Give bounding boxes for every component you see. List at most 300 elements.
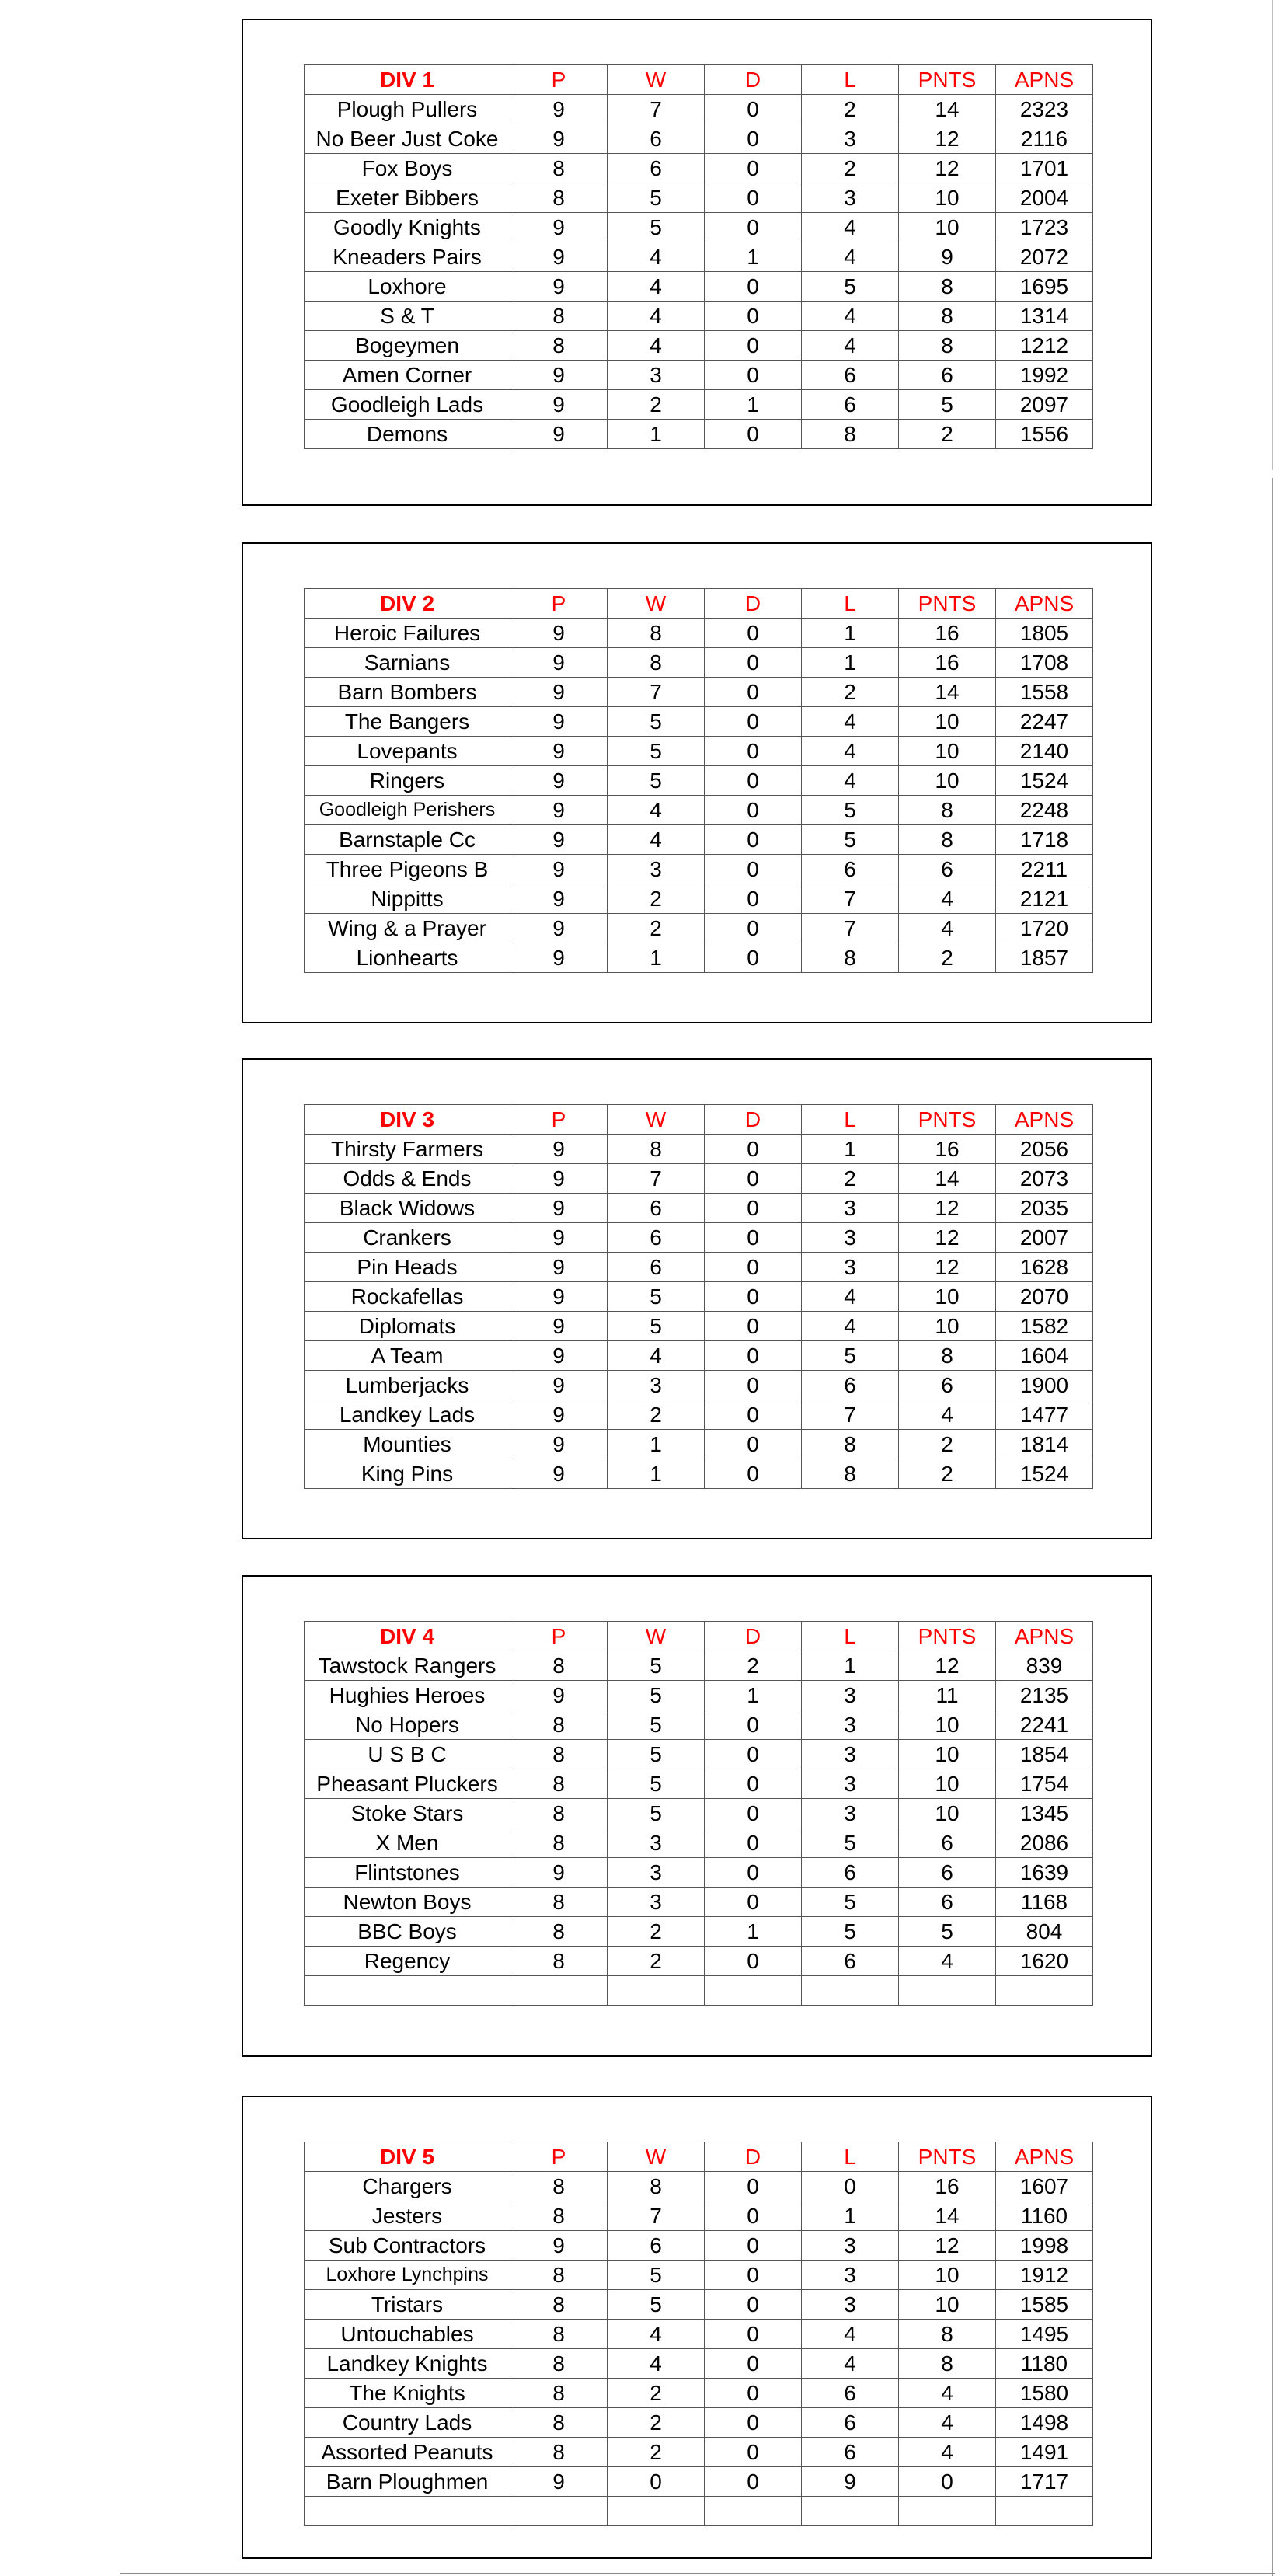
table-row xyxy=(305,2201,1093,2231)
stat-cell-apns: 1491 xyxy=(996,2438,1093,2467)
team-name-cell: Pin Heads xyxy=(305,1253,510,1282)
stat-cell-apns: 1717 xyxy=(996,2467,1093,2497)
stat-cell-p: 9 xyxy=(510,1400,608,1430)
team-name-cell: Crankers xyxy=(305,1223,510,1253)
table-row xyxy=(305,2261,1093,2290)
table-row xyxy=(305,1371,1093,1400)
stat-cell-w xyxy=(608,1976,705,2006)
team-name-cell: Odds & Ends xyxy=(305,1164,510,1194)
stat-cell-l: 1 xyxy=(802,619,899,648)
stat-cell-pnts: 8 xyxy=(899,302,996,331)
stat-cell-w: 2 xyxy=(608,1400,705,1430)
stat-cell-l: 6 xyxy=(802,2408,899,2438)
stat-cell-p: 8 xyxy=(510,2379,608,2408)
stat-cell-pnts: 12 xyxy=(899,1194,996,1223)
table-header-row xyxy=(305,1105,1093,1135)
stat-cell-apns: 1556 xyxy=(996,420,1093,449)
table-row xyxy=(305,943,1093,973)
stat-cell-l: 2 xyxy=(802,678,899,707)
stat-cell-apns: 1900 xyxy=(996,1371,1093,1400)
team-name-cell: Tawstock Rangers xyxy=(305,1651,510,1681)
column-header-pnts: PNTS xyxy=(899,1622,996,1651)
stat-cell-apns: 2241 xyxy=(996,1710,1093,1740)
team-name-cell: Plough Pullers xyxy=(305,95,510,124)
stat-cell-l: 6 xyxy=(802,1371,899,1400)
team-name-cell: Ringers xyxy=(305,766,510,796)
stat-cell-apns: 2247 xyxy=(996,707,1093,737)
stat-cell-pnts: 0 xyxy=(899,2467,996,2497)
stat-cell-w: 5 xyxy=(608,707,705,737)
stat-cell-apns: 1580 xyxy=(996,2379,1093,2408)
column-header-w: W xyxy=(608,1622,705,1651)
stat-cell-w: 6 xyxy=(608,1253,705,1282)
stat-cell-d: 2 xyxy=(705,1651,802,1681)
table-row xyxy=(305,678,1093,707)
stat-cell-w: 5 xyxy=(608,1312,705,1341)
stat-cell-d: 1 xyxy=(705,1917,802,1947)
stat-cell-apns: 1477 xyxy=(996,1400,1093,1430)
stat-cell-w: 2 xyxy=(608,1917,705,1947)
column-header-pnts: PNTS xyxy=(899,589,996,619)
stat-cell-p: 9 xyxy=(510,1341,608,1371)
stat-cell-w: 6 xyxy=(608,1223,705,1253)
table-row xyxy=(305,1947,1093,1976)
stat-cell-pnts: 12 xyxy=(899,2231,996,2261)
stat-cell-pnts: 6 xyxy=(899,361,996,390)
column-header-d: D xyxy=(705,1622,802,1651)
team-name-cell: Tristars xyxy=(305,2290,510,2320)
stat-cell-l: 5 xyxy=(802,272,899,302)
stat-cell-pnts: 10 xyxy=(899,1769,996,1799)
stat-cell-l: 3 xyxy=(802,1799,899,1828)
stat-cell-p: 8 xyxy=(510,2172,608,2201)
table-row xyxy=(305,420,1093,449)
team-name-cell: Mounties xyxy=(305,1430,510,1459)
stat-cell-d: 0 xyxy=(705,825,802,855)
stat-cell-pnts: 4 xyxy=(899,1947,996,1976)
stat-cell-apns: 1720 xyxy=(996,914,1093,943)
stat-cell-apns: 1701 xyxy=(996,154,1093,183)
stat-cell-d: 0 xyxy=(705,124,802,154)
column-header-d: D xyxy=(705,65,802,95)
stat-cell-l: 5 xyxy=(802,1917,899,1947)
stat-cell-w: 1 xyxy=(608,420,705,449)
stat-cell-p: 8 xyxy=(510,302,608,331)
stat-cell-pnts: 4 xyxy=(899,884,996,914)
table-header-row xyxy=(305,589,1093,619)
column-header-l: L xyxy=(802,1105,899,1135)
stat-cell-p: 9 xyxy=(510,1194,608,1223)
stat-cell-p: 8 xyxy=(510,1740,608,1769)
team-name-cell: Hughies Heroes xyxy=(305,1681,510,1710)
column-header-apns: APNS xyxy=(996,1622,1093,1651)
team-name-cell: Loxhore xyxy=(305,272,510,302)
stat-cell-w: 6 xyxy=(608,124,705,154)
stat-cell-apns: 1628 xyxy=(996,1253,1093,1282)
stat-cell-w: 3 xyxy=(608,361,705,390)
stat-cell-d: 0 xyxy=(705,1341,802,1371)
stat-cell-pnts: 4 xyxy=(899,2379,996,2408)
stat-cell-w: 5 xyxy=(608,183,705,213)
table-row xyxy=(305,2408,1093,2438)
stat-cell-pnts: 14 xyxy=(899,2201,996,2231)
table-row xyxy=(305,1312,1093,1341)
stat-cell-w: 7 xyxy=(608,678,705,707)
column-header-l: L xyxy=(802,2142,899,2172)
team-name-cell: Sub Contractors xyxy=(305,2231,510,2261)
column-header-apns: APNS xyxy=(996,589,1093,619)
stat-cell-apns: 2248 xyxy=(996,796,1093,825)
stat-cell-apns: 2116 xyxy=(996,124,1093,154)
stat-cell-d: 0 xyxy=(705,1828,802,1858)
stat-cell-l: 5 xyxy=(802,1888,899,1917)
column-header-w: W xyxy=(608,589,705,619)
stat-cell-d: 0 xyxy=(705,2261,802,2290)
table-row xyxy=(305,737,1093,766)
stat-cell-pnts: 16 xyxy=(899,2172,996,2201)
column-header-p: P xyxy=(510,1622,608,1651)
team-name-cell: Three Pigeons B xyxy=(305,855,510,884)
stat-cell-w: 5 xyxy=(608,213,705,242)
stat-cell-w: 5 xyxy=(608,1710,705,1740)
stat-cell-apns: 1607 xyxy=(996,2172,1093,2201)
table-row xyxy=(305,1828,1093,1858)
stat-cell-apns: 804 xyxy=(996,1917,1093,1947)
stat-cell-d: 1 xyxy=(705,242,802,272)
stat-cell-apns: 1718 xyxy=(996,825,1093,855)
column-header-l: L xyxy=(802,1622,899,1651)
stat-cell-pnts: 16 xyxy=(899,619,996,648)
stat-cell-apns: 1345 xyxy=(996,1799,1093,1828)
table-row xyxy=(305,1253,1093,1282)
stat-cell-d: 0 xyxy=(705,1253,802,1282)
team-name-cell xyxy=(305,2497,510,2526)
stat-cell-p: 9 xyxy=(510,855,608,884)
stat-cell-l: 7 xyxy=(802,1400,899,1430)
stat-cell-w: 4 xyxy=(608,796,705,825)
team-name-cell: Landkey Knights xyxy=(305,2349,510,2379)
stat-cell-l: 4 xyxy=(802,737,899,766)
stat-cell-d: 0 xyxy=(705,737,802,766)
stat-cell-pnts: 10 xyxy=(899,1282,996,1312)
table-row xyxy=(305,766,1093,796)
stat-cell-p: 9 xyxy=(510,213,608,242)
stat-cell-apns: 1180 xyxy=(996,2349,1093,2379)
stat-cell-pnts: 16 xyxy=(899,648,996,678)
stat-cell-d: 0 xyxy=(705,302,802,331)
stat-cell-apns: 1857 xyxy=(996,943,1093,973)
team-name-cell: Black Widows xyxy=(305,1194,510,1223)
stat-cell-d: 0 xyxy=(705,361,802,390)
stat-cell-apns: 2007 xyxy=(996,1223,1093,1253)
stat-cell-l: 8 xyxy=(802,420,899,449)
stat-cell-p: 9 xyxy=(510,766,608,796)
stat-cell-pnts: 10 xyxy=(899,737,996,766)
stat-cell-w: 5 xyxy=(608,1799,705,1828)
stat-cell-w xyxy=(608,2497,705,2526)
stat-cell-pnts: 8 xyxy=(899,272,996,302)
table-row xyxy=(305,242,1093,272)
stat-cell-p: 9 xyxy=(510,1371,608,1400)
stat-cell-l: 2 xyxy=(802,154,899,183)
stat-cell-p: 8 xyxy=(510,1651,608,1681)
stat-cell-d: 0 xyxy=(705,1223,802,1253)
team-name-cell: A Team xyxy=(305,1341,510,1371)
stat-cell-l: 4 xyxy=(802,707,899,737)
stat-cell-w: 7 xyxy=(608,2201,705,2231)
stat-cell-p: 9 xyxy=(510,272,608,302)
stat-cell-l: 3 xyxy=(802,1710,899,1740)
stat-cell-apns: 2004 xyxy=(996,183,1093,213)
stat-cell-pnts: 10 xyxy=(899,1312,996,1341)
table-row xyxy=(305,855,1093,884)
table-row xyxy=(305,2231,1093,2261)
team-name-cell: Loxhore Lynchpins xyxy=(305,2261,510,2290)
league-table xyxy=(304,588,1093,973)
stat-cell-w: 3 xyxy=(608,1888,705,1917)
stat-cell-l: 4 xyxy=(802,302,899,331)
team-name-cell: Wing & a Prayer xyxy=(305,914,510,943)
stat-cell-l xyxy=(802,1976,899,2006)
table-row xyxy=(305,1164,1093,1194)
column-header-d: D xyxy=(705,1105,802,1135)
stat-cell-p: 9 xyxy=(510,707,608,737)
stat-cell-pnts: 6 xyxy=(899,1371,996,1400)
stat-cell-apns: 1998 xyxy=(996,2231,1093,2261)
stat-cell-p: 8 xyxy=(510,1710,608,1740)
stat-cell-l: 5 xyxy=(802,1828,899,1858)
league-table xyxy=(304,2142,1093,2526)
stat-cell-apns: 1168 xyxy=(996,1888,1093,1917)
stat-cell-w: 7 xyxy=(608,95,705,124)
stat-cell-w: 4 xyxy=(608,1341,705,1371)
stat-cell-p: 8 xyxy=(510,2438,608,2467)
stat-cell-p: 9 xyxy=(510,737,608,766)
stat-cell-w: 3 xyxy=(608,1858,705,1888)
column-header-w: W xyxy=(608,2142,705,2172)
stat-cell-w: 2 xyxy=(608,884,705,914)
stat-cell-apns: 1723 xyxy=(996,213,1093,242)
stat-cell-d: 0 xyxy=(705,1858,802,1888)
team-name-cell: Assorted Peanuts xyxy=(305,2438,510,2467)
stat-cell-w: 6 xyxy=(608,2231,705,2261)
stat-cell-p: 9 xyxy=(510,1312,608,1341)
table-row xyxy=(305,2172,1093,2201)
page-edge-right-lower xyxy=(1272,478,1273,2576)
stat-cell-w: 5 xyxy=(608,1651,705,1681)
stat-cell-w: 2 xyxy=(608,1947,705,1976)
table-row xyxy=(305,1888,1093,1917)
stat-cell-w: 4 xyxy=(608,2320,705,2349)
stat-cell-apns: 1495 xyxy=(996,2320,1093,2349)
stat-cell-w: 0 xyxy=(608,2467,705,2497)
stat-cell-pnts: 6 xyxy=(899,855,996,884)
stat-cell-l: 4 xyxy=(802,1312,899,1341)
table-row xyxy=(305,331,1093,361)
stat-cell-l: 4 xyxy=(802,331,899,361)
table-row xyxy=(305,648,1093,678)
stat-cell-apns: 2097 xyxy=(996,390,1093,420)
team-name-cell: S & T xyxy=(305,302,510,331)
stat-cell-l: 5 xyxy=(802,796,899,825)
stat-cell-d: 0 xyxy=(705,420,802,449)
stat-cell-d: 0 xyxy=(705,619,802,648)
table-row xyxy=(305,1681,1093,1710)
stat-cell-pnts xyxy=(899,2497,996,2526)
stat-cell-d: 0 xyxy=(705,1282,802,1312)
table-row xyxy=(305,1282,1093,1312)
stat-cell-l: 6 xyxy=(802,2379,899,2408)
league-table xyxy=(304,64,1093,449)
stat-cell-d: 0 xyxy=(705,914,802,943)
stat-cell-apns: 1498 xyxy=(996,2408,1093,2438)
stat-cell-l: 5 xyxy=(802,825,899,855)
stat-cell-pnts: 8 xyxy=(899,331,996,361)
stat-cell-w: 1 xyxy=(608,1459,705,1489)
stat-cell-d: 0 xyxy=(705,1135,802,1164)
league-table xyxy=(304,1621,1093,2006)
stat-cell-apns: 2073 xyxy=(996,1164,1093,1194)
team-name-cell: Goodly Knights xyxy=(305,213,510,242)
stat-cell-pnts: 16 xyxy=(899,1135,996,1164)
team-name-cell: Amen Corner xyxy=(305,361,510,390)
stat-cell-apns: 1620 xyxy=(996,1947,1093,1976)
table-row xyxy=(305,2379,1093,2408)
stat-cell-d: 0 xyxy=(705,1740,802,1769)
stat-cell-w: 6 xyxy=(608,154,705,183)
team-name-cell: Rockafellas xyxy=(305,1282,510,1312)
stat-cell-w: 4 xyxy=(608,302,705,331)
stat-cell-p: 9 xyxy=(510,242,608,272)
stat-cell-pnts: 8 xyxy=(899,2320,996,2349)
stat-cell-d: 0 xyxy=(705,2438,802,2467)
team-name-cell: X Men xyxy=(305,1828,510,1858)
stat-cell-d: 1 xyxy=(705,390,802,420)
stat-cell-l: 4 xyxy=(802,2349,899,2379)
stat-cell-p: 8 xyxy=(510,2201,608,2231)
stat-cell-d xyxy=(705,2497,802,2526)
stat-cell-apns: 1582 xyxy=(996,1312,1093,1341)
stat-cell-apns: 839 xyxy=(996,1651,1093,1681)
stat-cell-l xyxy=(802,2497,899,2526)
division-panel-2 xyxy=(242,542,1152,1023)
table-row xyxy=(305,1740,1093,1769)
stat-cell-p: 9 xyxy=(510,1135,608,1164)
stat-cell-l: 6 xyxy=(802,1858,899,1888)
stat-cell-pnts: 12 xyxy=(899,1223,996,1253)
column-header-w: W xyxy=(608,1105,705,1135)
table-row xyxy=(305,213,1093,242)
stat-cell-pnts: 2 xyxy=(899,1430,996,1459)
stat-cell-p: 9 xyxy=(510,619,608,648)
stat-cell-l: 3 xyxy=(802,1194,899,1223)
team-name-cell: No Hopers xyxy=(305,1710,510,1740)
stat-cell-w: 3 xyxy=(608,855,705,884)
stat-cell-d: 0 xyxy=(705,766,802,796)
stat-cell-w: 5 xyxy=(608,2261,705,2290)
stat-cell-w: 3 xyxy=(608,1371,705,1400)
stat-cell-p: 9 xyxy=(510,2467,608,2497)
stat-cell-p: 9 xyxy=(510,884,608,914)
stat-cell-d: 0 xyxy=(705,1799,802,1828)
table-row xyxy=(305,1135,1093,1164)
stat-cell-p: 8 xyxy=(510,331,608,361)
stat-cell-l: 6 xyxy=(802,855,899,884)
stat-cell-w: 3 xyxy=(608,1828,705,1858)
stat-cell-w: 2 xyxy=(608,390,705,420)
stat-cell-pnts: 10 xyxy=(899,1799,996,1828)
stat-cell-w: 5 xyxy=(608,766,705,796)
stat-cell-l: 4 xyxy=(802,242,899,272)
table-row xyxy=(305,2438,1093,2467)
table-header-row xyxy=(305,1622,1093,1651)
table-row xyxy=(305,302,1093,331)
team-name-cell: Barnstaple Cc xyxy=(305,825,510,855)
column-header-w: W xyxy=(608,65,705,95)
stat-cell-p: 9 xyxy=(510,1223,608,1253)
stat-cell-p: 9 xyxy=(510,914,608,943)
stat-cell-apns: 2086 xyxy=(996,1828,1093,1858)
team-name-cell: Thirsty Farmers xyxy=(305,1135,510,1164)
table-row xyxy=(305,796,1093,825)
stat-cell-w: 1 xyxy=(608,943,705,973)
team-name-cell: BBC Boys xyxy=(305,1917,510,1947)
column-header-l: L xyxy=(802,65,899,95)
team-name-cell: Jesters xyxy=(305,2201,510,2231)
stat-cell-apns xyxy=(996,2497,1093,2526)
stat-cell-l: 4 xyxy=(802,766,899,796)
table-row xyxy=(305,1651,1093,1681)
stat-cell-w: 5 xyxy=(608,2290,705,2320)
stat-cell-apns: 1314 xyxy=(996,302,1093,331)
column-header-l: L xyxy=(802,589,899,619)
team-name-cell: Exeter Bibbers xyxy=(305,183,510,213)
stat-cell-p: 8 xyxy=(510,2349,608,2379)
stat-cell-pnts: 14 xyxy=(899,678,996,707)
stat-cell-pnts: 2 xyxy=(899,420,996,449)
stat-cell-p xyxy=(510,2497,608,2526)
table-row xyxy=(305,272,1093,302)
stat-cell-pnts: 12 xyxy=(899,124,996,154)
stat-cell-apns: 1854 xyxy=(996,1740,1093,1769)
table-row xyxy=(305,1194,1093,1223)
stat-cell-w: 4 xyxy=(608,272,705,302)
stat-cell-w: 2 xyxy=(608,914,705,943)
stat-cell-pnts: 10 xyxy=(899,707,996,737)
table-row xyxy=(305,154,1093,183)
team-name-cell: Flintstones xyxy=(305,1858,510,1888)
stat-cell-l: 1 xyxy=(802,1135,899,1164)
stat-cell-p: 9 xyxy=(510,1164,608,1194)
stat-cell-l: 7 xyxy=(802,914,899,943)
team-name-cell: Goodleigh Perishers xyxy=(305,796,510,825)
stat-cell-d: 0 xyxy=(705,154,802,183)
division-panel-4 xyxy=(242,1575,1152,2057)
stat-cell-apns: 1708 xyxy=(996,648,1093,678)
stat-cell-d: 0 xyxy=(705,1312,802,1341)
stat-cell-l: 8 xyxy=(802,1459,899,1489)
stat-cell-d: 0 xyxy=(705,95,802,124)
division-panel-1 xyxy=(242,19,1152,506)
team-name-cell: Country Lads xyxy=(305,2408,510,2438)
table-row xyxy=(305,2290,1093,2320)
stat-cell-d: 1 xyxy=(705,1681,802,1710)
stat-cell-pnts: 14 xyxy=(899,95,996,124)
stat-cell-p: 8 xyxy=(510,1888,608,1917)
column-header-pnts: PNTS xyxy=(899,2142,996,2172)
table-row xyxy=(305,1976,1093,2006)
stat-cell-pnts: 10 xyxy=(899,183,996,213)
